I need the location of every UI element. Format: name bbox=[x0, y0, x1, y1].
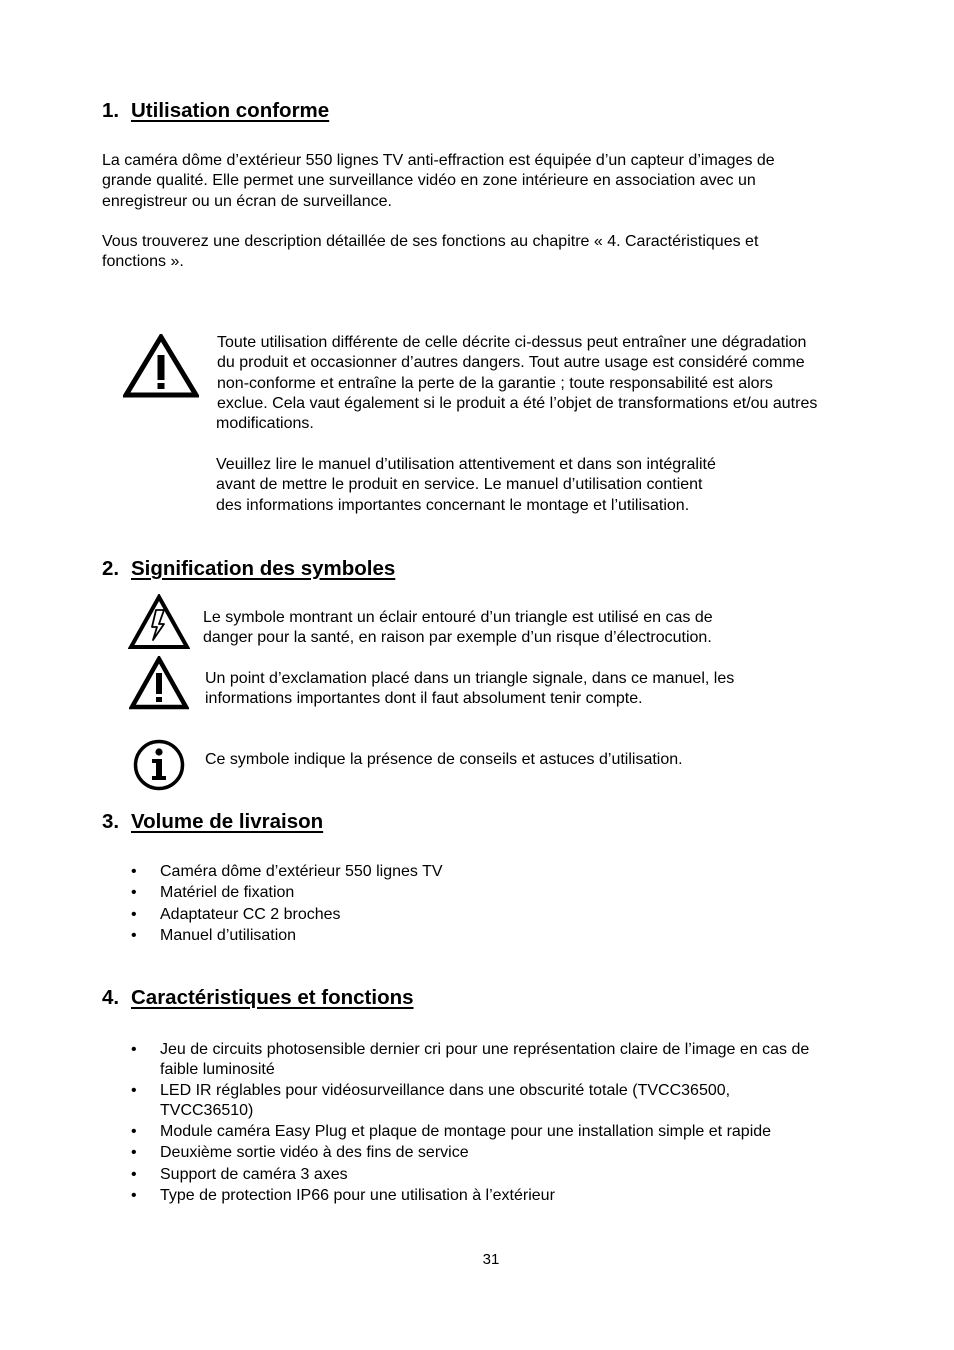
exclamation-triangle-icon bbox=[129, 656, 189, 710]
section-number: 2. bbox=[102, 557, 120, 580]
list-item bbox=[102, 1081, 809, 1122]
text-line: exclue. Cela vaut également si le produit a été l’objet de transformations et/ou autres bbox=[217, 394, 818, 412]
text-line: • Matériel de fixation bbox=[160, 884, 295, 902]
section-number: 1. bbox=[102, 99, 120, 122]
text-line: Veuillez lire le manuel d’utilisation attentivement et dans son intégralité bbox=[216, 456, 716, 473]
text-line: non-conforme et entraîne la perte de la garantie ; toute responsabilité est alors bbox=[217, 374, 773, 392]
section-heading-2 bbox=[102, 557, 395, 581]
intro-paragraph-2 bbox=[102, 232, 758, 273]
symbol-info-text bbox=[205, 750, 683, 770]
text-line: • Type de protection IP66 pour une utilisation à l’extérieur bbox=[160, 1187, 555, 1205]
section-title: Volume de livraison bbox=[131, 810, 324, 833]
text-line: • LED IR réglables pour vidéosurveillance dans une obscurité totale (TVCC36500, bbox=[160, 1081, 731, 1099]
section-number: 3. bbox=[102, 810, 120, 833]
list-item bbox=[102, 926, 443, 946]
list-item bbox=[102, 1122, 809, 1142]
section-heading-1 bbox=[102, 99, 329, 123]
symbol-lightning-text bbox=[203, 608, 713, 649]
section-heading-4 bbox=[102, 986, 414, 1010]
section-title: Utilisation conforme bbox=[131, 99, 330, 122]
list-item bbox=[102, 883, 443, 903]
list-item bbox=[102, 1186, 809, 1206]
warning-paragraph-2 bbox=[216, 455, 716, 516]
list-item bbox=[102, 1165, 809, 1185]
list-item bbox=[102, 1040, 809, 1081]
text-line: • Support de caméra 3 axes bbox=[160, 1165, 348, 1183]
text-line: informations importantes dont il faut absolument tenir compte. bbox=[205, 690, 643, 708]
text-line: • Jeu de circuits photosensible dernier cri pour une représentation claire de l’image en cas de bbox=[160, 1041, 810, 1058]
section-title: Signification des symboles bbox=[131, 557, 396, 580]
symbol-exclamation-text bbox=[205, 669, 734, 710]
lightning-triangle-icon bbox=[128, 594, 190, 650]
list-item bbox=[102, 905, 443, 925]
text-line: fonctions ». bbox=[102, 253, 184, 271]
features-list bbox=[102, 1040, 809, 1206]
text-line: Ce symbole indique la présence de conseils et astuces d’utilisation. bbox=[205, 751, 683, 768]
text-line: • Caméra dôme d’extérieur 550 lignes TV bbox=[160, 863, 443, 880]
delivery-list bbox=[102, 862, 443, 946]
text-line: modifications. bbox=[216, 415, 314, 433]
text-line: enregistreur ou un écran de surveillance. bbox=[102, 192, 392, 210]
text-line: • Deuxième sortie vidéo à des fins de service bbox=[160, 1144, 469, 1162]
text-line: • Module caméra Easy Plug et plaque de montage pour une installation simple et rapide bbox=[160, 1123, 772, 1141]
text-line: Vous trouverez une description détaillée de ses fonctions au chapitre « 4. Caractéristiques et bbox=[102, 233, 759, 250]
list-item bbox=[102, 1143, 809, 1163]
text-line: Le symbole montrant un éclair entouré d’un triangle est utilisé en cas de bbox=[203, 609, 713, 626]
text-line: Toute utilisation différente de celle décrite ci-dessus peut entraîner une dégradation bbox=[217, 334, 807, 351]
text-line: • Manuel d’utilisation bbox=[160, 926, 297, 944]
text-line: La caméra dôme d’extérieur 550 lignes TV anti-effraction est équipée d’un capteur d’images de bbox=[102, 152, 775, 169]
text-line: faible luminosité bbox=[160, 1061, 275, 1079]
text-line: du produit et occasionner d’autres dangers. Tout autre usage est considéré comme bbox=[217, 354, 805, 372]
page-number: 31 bbox=[482, 1251, 500, 1268]
text-line: avant de mettre le produit en service. Le manuel d’utilisation contient bbox=[216, 476, 703, 494]
text-line: Un point d’exclamation placé dans un triangle signale, dans ce manuel, les bbox=[205, 670, 735, 687]
warning-paragraph-1 bbox=[217, 333, 817, 434]
text-line: grande qualité. Elle permet une surveillance vidéo en zone intérieure en association avec un bbox=[102, 172, 756, 190]
section-title: Caractéristiques et fonctions bbox=[131, 986, 414, 1009]
text-line: des informations importantes concernant le montage et l’utilisation. bbox=[216, 496, 690, 514]
info-circle-icon bbox=[132, 738, 186, 792]
section-heading-3 bbox=[102, 810, 323, 834]
text-line: • Adaptateur CC 2 broches bbox=[160, 905, 341, 923]
text-line: danger pour la santé, en raison par exemple d’un risque d’électrocution. bbox=[203, 629, 712, 647]
text-line: TVCC36510) bbox=[160, 1101, 254, 1119]
intro-paragraph-1 bbox=[102, 151, 775, 212]
section-number: 4. bbox=[102, 986, 120, 1009]
warning-triangle-icon bbox=[123, 334, 199, 398]
list-item bbox=[102, 862, 443, 882]
